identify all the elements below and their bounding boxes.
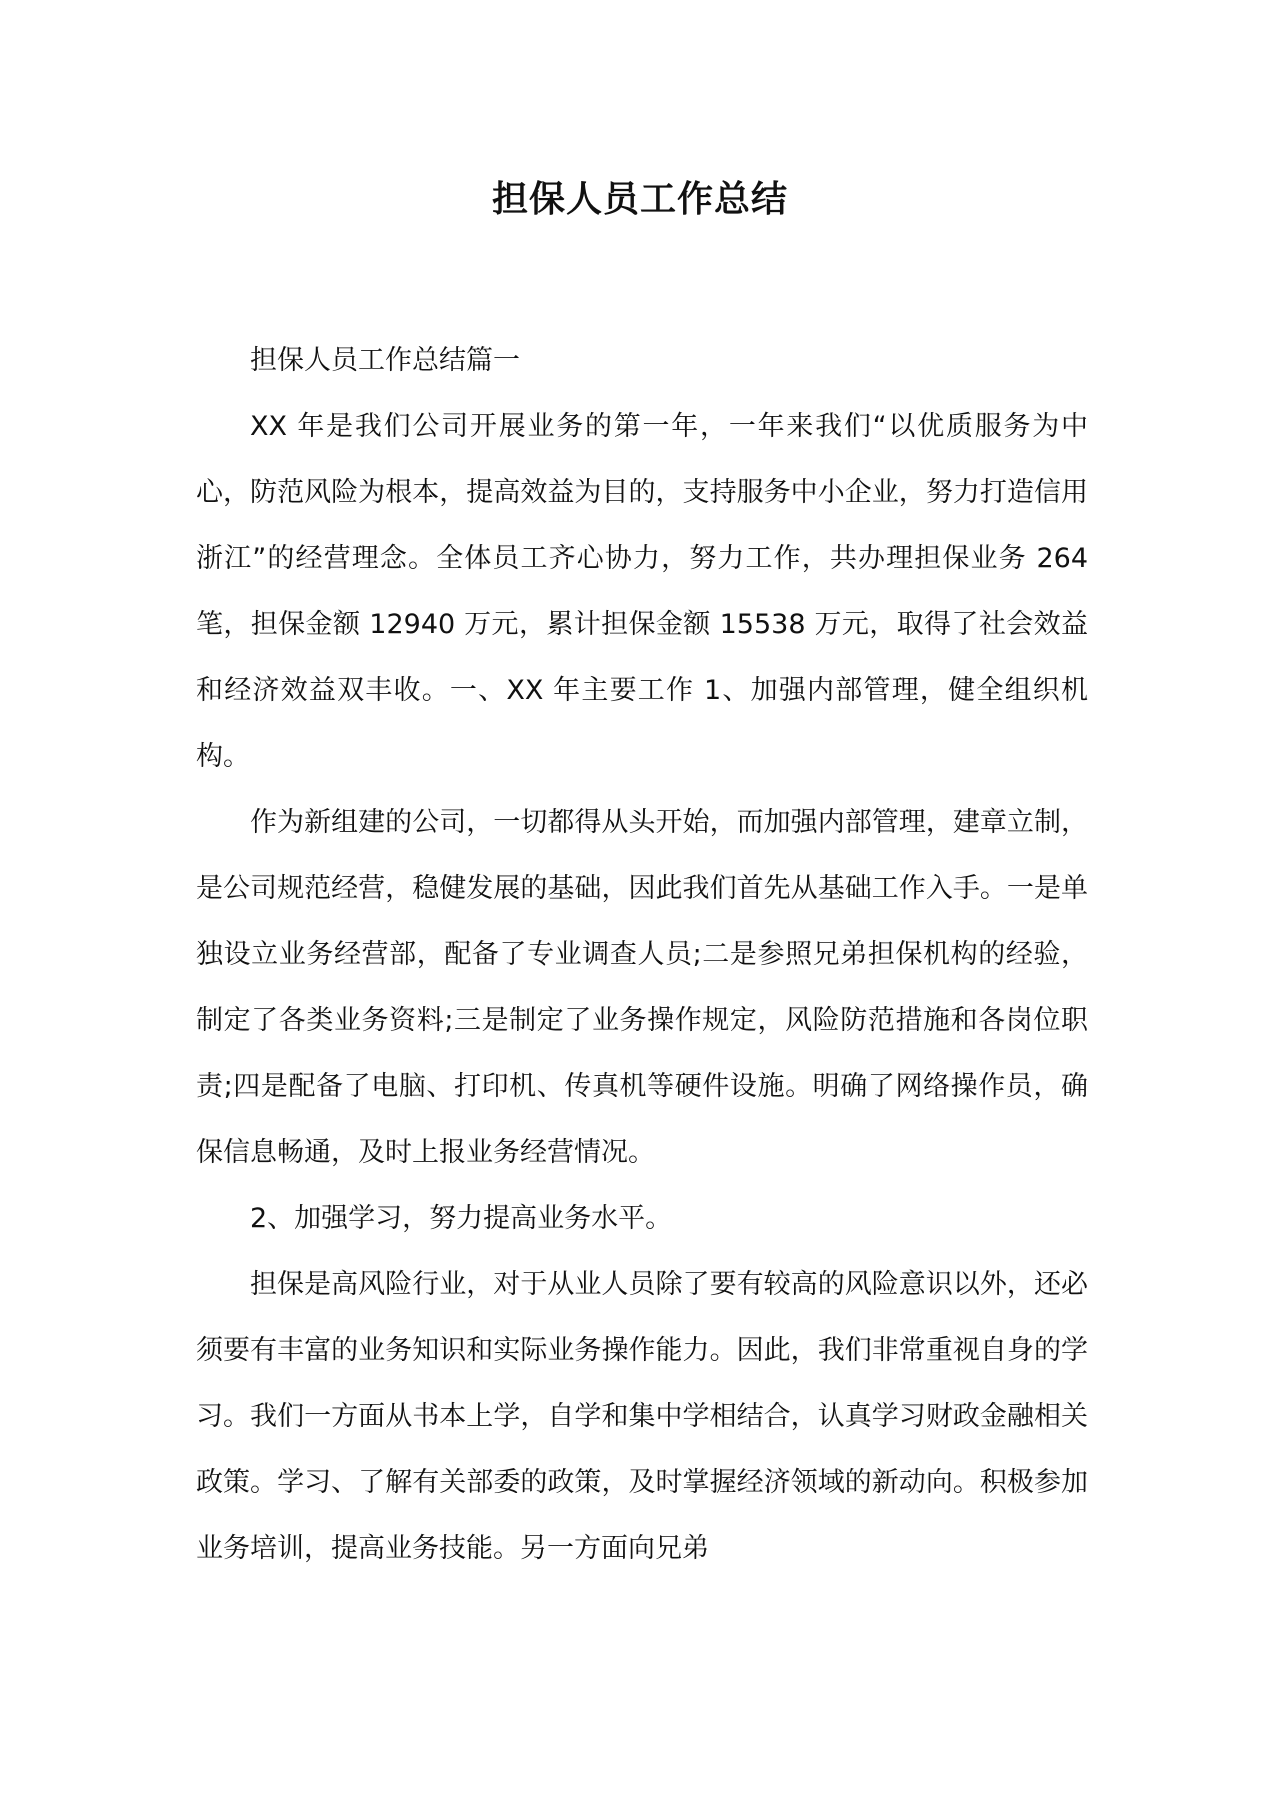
paragraph: 担保是高风险行业，对于从业人员除了要有较高的风险意识以外，还必须要有丰富的业务知识和实际业务操作能力。因此，我们非常重视自身的学习。我们一方面从书本上学，自学和集中学相结合，认真学习财政金融相关政策。学习、了解有关部委的政策，及时掌握经济领域的新动向。积极参加业务培训，提高业务技能。另一方面向兄弟	[196, 1269, 1088, 1564]
section-heading: 担保人员工作总结篇一	[250, 345, 520, 376]
paragraph: XX 年是我们公司开展业务的第一年，一年来我们“以优质服务为中心，防范风险为根本，提高效益为目的，支持服务中小企业，努力打造信用浙江”的经营理念。全体员工齐心协力，努力工作，共办理担保业务 264 笔，担保金额 12940 万元，累计担保金额 15538 万元，取得了社会效益和经济效益双丰收。一、XX 年主要工作 1、加强内部管理，健全组织机构。	[196, 411, 1088, 772]
paragraph: 2、加强学习，努力提高业务水平。	[250, 1203, 673, 1234]
paragraph: 作为新组建的公司，一切都得从头开始，而加强内部管理，建章立制，是公司规范经营，稳健发展的基础，因此我们首先从基础工作入手。一是单独设立业务经营部，配备了专业调查人员;二是参照兄弟担保机构的经验，制定了各类业务资料;三是制定了业务操作规定，风险防范措施和各岗位职责;四是配备了电脑、打印机、传真机等硬件设施。明确了网络操作员，确保信息畅通，及时上报业务经营情况。	[196, 807, 1088, 1168]
document-title: 担保人员工作总结	[491, 179, 788, 220]
document-body	[196, 328, 1088, 1582]
